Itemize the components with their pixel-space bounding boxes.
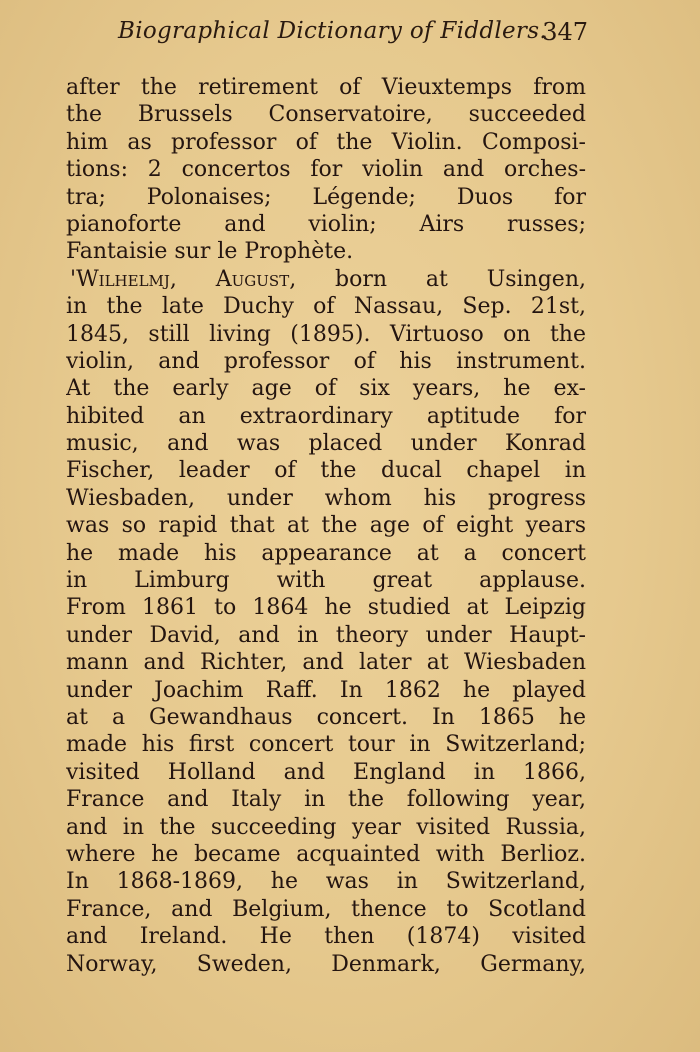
entry-heading-line: 'Wilhelmj, August, born at Usingen,	[70, 266, 586, 292]
text-line: tra; Polonaises; Légende; Duos for	[66, 184, 586, 210]
text-line: Wiesbaden, under whom his progress	[66, 485, 586, 511]
text-line: under David, and in theory under Haupt-	[66, 622, 586, 648]
text-line: pianoforte and violin; Airs russes;	[66, 211, 586, 237]
text-line: and in the succeeding year visited Russia,	[66, 814, 586, 840]
text-line: under Joachim Raff. In 1862 he played	[66, 677, 586, 703]
text-line: was so rapid that at the age of eight years	[66, 513, 586, 539]
body-text	[66, 74, 586, 978]
text-line: at a Gewandhaus concert. In 1865 he	[66, 704, 586, 730]
text-line: 1845, still living (1895). Virtuoso on the	[66, 321, 586, 347]
text-line: after the retirement of Vieuxtemps from	[66, 75, 586, 100]
entry-headword: Wilhelmj, August	[76, 266, 290, 292]
text-line: visited Holland and England in 1866,	[66, 759, 586, 785]
paragraph-end-line: Fantaisie sur le Prophète.	[66, 239, 354, 265]
text-line: In 1868-1869, he was in Switzerland,	[66, 869, 586, 895]
text-line: From 1861 to 1864 he studied at Leipzig	[66, 595, 586, 621]
text-line: France, and Belgium, thence to Scotland	[66, 896, 586, 922]
text-line: music, and was placed under Konrad	[66, 431, 586, 457]
running-head	[118, 18, 588, 54]
text-line: violin, and professor of his instrument.	[66, 348, 586, 374]
text-line: made his first concert tour in Switzerland;	[66, 732, 586, 758]
text-line: the Brussels Conservatoire, succeeded	[66, 102, 586, 128]
text-line: in the late Duchy of Nassau, Sep. 21st,	[66, 294, 586, 320]
text-line: hibited an extraordinary aptitude for	[66, 403, 586, 429]
text-line: in Limburg with great applause.	[66, 568, 586, 594]
text-line: tions: 2 concertos for violin and orches-	[66, 157, 586, 183]
text-line: mann and Richter, and later at Wiesbaden	[66, 650, 586, 676]
text-line: Norway, Sweden, Denmark, Germany,	[66, 951, 586, 977]
text-line: he made his appearance at a concert	[66, 540, 586, 566]
text-line: and Ireland. He then (1874) visited	[66, 924, 586, 950]
page-number: 347	[542, 18, 588, 46]
running-title: Biographical Dictionary of Fiddlers.	[118, 18, 547, 44]
text-line: At the early age of six years, he ex-	[66, 376, 586, 402]
text-line: France and Italy in the following year,	[66, 787, 586, 813]
text-line: him as professor of the Violin. Composi-	[66, 129, 586, 155]
text-line: Fischer, leader of the ducal chapel in	[66, 458, 586, 484]
text-line: where he became acquainted with Berlioz.	[66, 841, 586, 867]
